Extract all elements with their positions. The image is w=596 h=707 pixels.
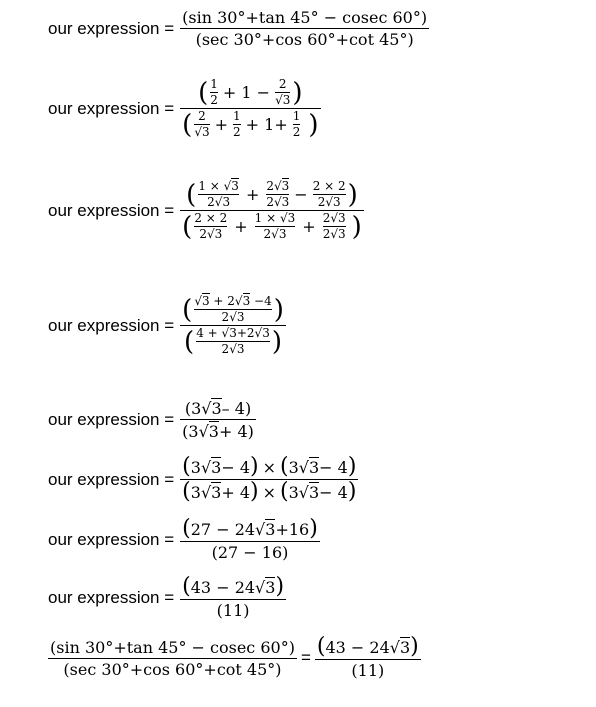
numerator: ( √3 + 2√3 −4 2√3 ) bbox=[182, 294, 284, 325]
lhs-numerator: (sin 30°+tan 45° − cosec 60°) bbox=[50, 637, 295, 657]
step-label: our expression = bbox=[48, 98, 175, 118]
fraction bbox=[180, 78, 320, 139]
step-label: our expression = bbox=[48, 18, 175, 38]
step-label: our expression = bbox=[48, 409, 175, 429]
denominator: ( 4 + √3+2√3 2√3 ) bbox=[184, 326, 282, 357]
step-6 bbox=[48, 456, 358, 503]
step-2 bbox=[48, 78, 321, 139]
equals-sign: = bbox=[300, 648, 311, 667]
step-label: our expression = bbox=[48, 469, 175, 489]
numerator: ( 43 − 24 √ 3 ) bbox=[182, 574, 285, 599]
rhs-numerator: ( 43 − 24 √ 3 ) bbox=[316, 634, 419, 659]
lhs-denominator: (sec 30°+cos 60°+cot 45°) bbox=[63, 659, 282, 679]
denominator: ( 2 × 2 2√3 + 1 × √3 2√3 + 2√3 2√3 ) bbox=[182, 211, 362, 242]
numerator: ( 1 2 + 1 − 2 √3 ) bbox=[198, 77, 303, 108]
denominator: (11) bbox=[216, 601, 250, 620]
step-label: our expression = bbox=[48, 200, 175, 220]
lhs-fraction bbox=[48, 638, 297, 679]
numerator: (3 √ 3 – 4) bbox=[184, 398, 252, 418]
numerator: (sin 30°+tan 45° − cosec 60°) bbox=[182, 8, 428, 27]
denominator: ( 3 √ 3 + 4 ) × ( 3 √ 3 − 4 ) bbox=[182, 479, 357, 504]
fraction bbox=[180, 398, 256, 441]
final-result bbox=[48, 636, 421, 680]
fraction bbox=[180, 295, 286, 356]
step-8 bbox=[48, 576, 286, 620]
denominator: (27 − 16) bbox=[211, 543, 289, 562]
numerator: ( 27 − 24 √ 3 +16 ) bbox=[182, 516, 318, 541]
step-label: our expression = bbox=[48, 530, 175, 549]
step-7 bbox=[48, 518, 320, 562]
rhs-fraction bbox=[315, 636, 421, 680]
denominator: (sec 30°+cos 60°+cot 45°) bbox=[195, 30, 414, 49]
fraction bbox=[180, 180, 364, 241]
fraction bbox=[180, 456, 358, 503]
step-3 bbox=[48, 180, 364, 241]
rhs-denominator: (11) bbox=[351, 661, 385, 680]
step-label: our expression = bbox=[48, 315, 175, 335]
fraction bbox=[180, 518, 320, 562]
fraction bbox=[180, 576, 286, 620]
denominator: (3 √ 3 + 4) bbox=[182, 421, 254, 441]
step-label: our expression = bbox=[48, 588, 175, 607]
step-1 bbox=[48, 8, 429, 49]
step-5 bbox=[48, 398, 256, 441]
numerator: ( 1 × √3 2√3 + 2√3 2√3 − 2 × 2 2√3 ) bbox=[186, 179, 358, 210]
numerator: ( 3 √ 3 − 4 ) × ( 3 √ 3 − 4 ) bbox=[182, 454, 357, 479]
denominator: ( 2 √3 + 1 2 + 1+ 1 2 ) bbox=[182, 109, 319, 140]
fraction bbox=[180, 8, 429, 49]
step-4 bbox=[48, 295, 286, 356]
